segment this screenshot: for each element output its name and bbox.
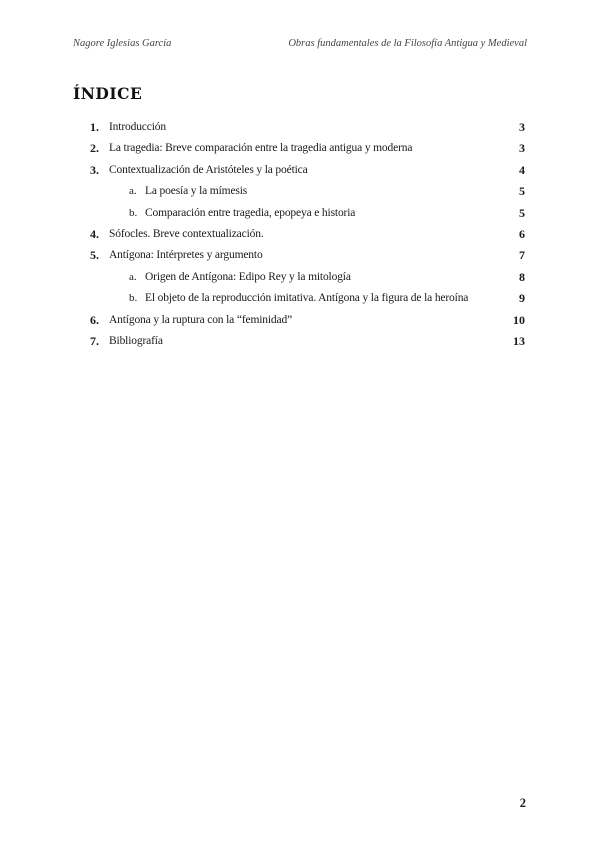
header-work-title: Obras fundamentales de la Filosofía Antigua y Medieval [288,38,527,49]
toc-entry-title: Antígona y la ruptura con la “feminidad” [109,313,293,326]
toc-entry-introduccion [0,119,600,140]
toc-subentry-poesia-mimesis [0,183,600,204]
toc-entry-number: 4. [90,226,99,241]
toc-subentry-page: 5 [519,184,525,199]
page-number: 2 [519,796,526,810]
toc-entry-number: 6. [90,312,99,327]
toc-subentry-objeto-reproduccion [0,290,600,311]
toc-entry-number: 3. [90,162,99,177]
toc-subentry-title: La poesía y la mímesis [145,185,248,198]
toc-entry-title: Introducción [109,121,166,133]
toc-subentry-title: Comparación entre tragedia, epopeya e historia [145,206,356,219]
toc-subentry-letter: b. [129,206,138,219]
toc-entry-number: 5. [90,248,99,263]
toc-subentry-page: 5 [519,205,525,220]
toc-entry-number: 2. [90,141,99,156]
toc-entry-page: 7 [519,248,525,263]
toc-entry-bibliografia [0,333,600,354]
toc-subentry-origen-antigona [0,269,600,290]
toc-entry-antigona-interpretes [0,247,600,268]
toc-heading: ÍNDICE [73,84,143,103]
toc-entry-aristoteles [0,162,600,183]
toc-subentry-page: 8 [519,269,525,284]
toc-entry-title: Sófocles. Breve contextualización. [109,227,264,240]
toc-entry-page: 10 [513,312,525,327]
toc-subentry-page: 9 [519,291,525,306]
toc-entry-title: Antígona: Intérpretes y argumento [109,249,263,262]
toc-entry-number: 7. [90,333,99,348]
toc-entry-page: 4 [519,162,525,177]
toc-entry-ruptura-feminidad [0,312,600,333]
toc-entry-page: 13 [513,333,525,348]
toc-subentry-title: Origen de Antígona: Edipo Rey y la mitología [145,270,351,283]
toc-entry-page: 3 [519,120,525,134]
toc-entry-title: Bibliografía [109,334,163,347]
toc-subentry-letter: a. [129,185,137,198]
running-header [73,38,527,52]
toc-entry-page: 3 [519,141,525,156]
toc-subentry-comparacion [0,205,600,226]
toc-subentry-letter: b. [129,292,138,305]
table-of-contents [0,119,600,354]
toc-entry-title: Contextualización de Aristóteles y la poética [109,163,308,176]
toc-entry-title: La tragedia: Breve comparación entre la tragedia antigua y moderna [109,142,413,155]
toc-subentry-letter: a. [129,270,137,283]
toc-subentry-title: El objeto de la reproducción imitativa. Antígona y la figura de la heroína [145,292,469,305]
toc-entry-page: 6 [519,226,525,241]
toc-entry-number: 1. [90,120,99,134]
toc-entry-sofocles [0,226,600,247]
toc-entry-tragedia [0,140,600,161]
header-author: Nagore Iglesias García [73,38,172,49]
